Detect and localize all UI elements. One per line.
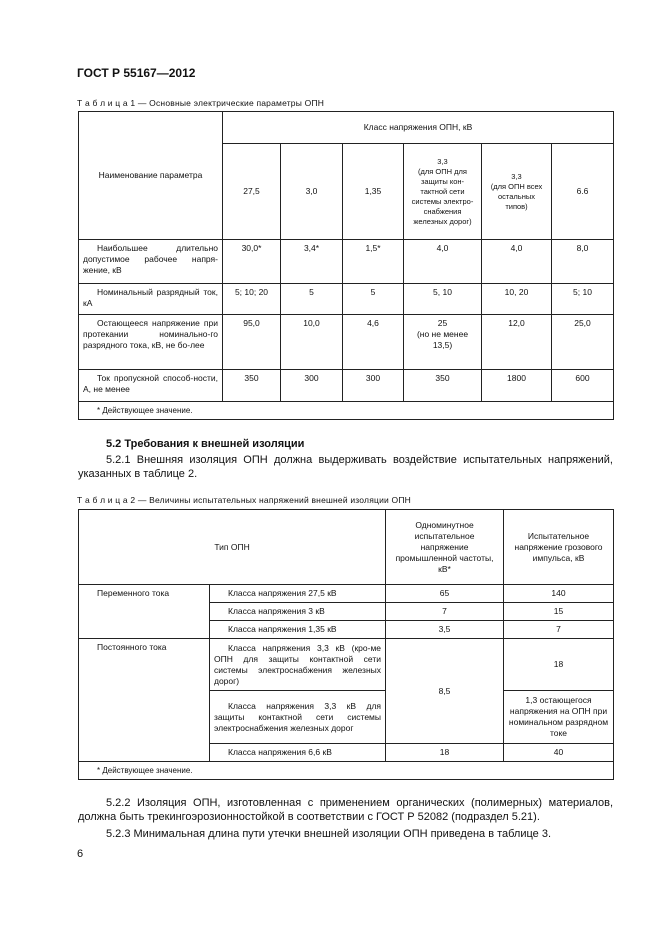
table1-cell: 10,0: [281, 315, 343, 370]
paragraph-5-2-1: 5.2.1 Внешняя изоляция ОПН должна выдерживать воздействие испытательных напряжений, указанных в таблице 2.: [78, 454, 613, 480]
table1-cell: 1800: [482, 370, 552, 402]
table2-cell: 7: [504, 621, 614, 639]
table1-class-27-5: 27,5: [223, 144, 281, 240]
table1-cell: 3,4*: [281, 240, 343, 284]
table2-dc-label: Постоянного тока: [79, 639, 210, 762]
table2-cell: 18: [504, 639, 614, 691]
table1-cell: 25,0: [552, 315, 614, 370]
table1-cell: 300: [281, 370, 343, 402]
table1-class-3-3-railway: 3,3 (для ОПН для защиты кон-тактной сети системы электро-снабжения железных дорог): [404, 144, 482, 240]
table2-cell: 3,5: [386, 621, 504, 639]
table1-cell: 8,0: [552, 240, 614, 284]
table2-class-cell: Класса напряжения 3,3 кВ (кро-ме ОПН для защиты контактной сети системы электроснабжения железных дорог): [210, 639, 386, 691]
table1-cell: 10, 20: [482, 284, 552, 315]
table1-class-header: Класс напряжения ОПН, кВ: [223, 112, 614, 144]
table1-class-6-6: 6.6: [552, 144, 614, 240]
table2-caption: Т а б л и ц а 2 — Величины испытательных напряжений внешней изоляции ОПН: [77, 495, 411, 505]
table2-ac-label: Переменного тока: [79, 585, 210, 639]
table2-class-cell: Класса напряжения 3,3 кВ для защиты контактной сети системы электроснабжения железных дорог: [210, 691, 386, 744]
page-number: 6: [77, 848, 84, 860]
table1-caption: Т а б л и ц а 1 — Основные электрические параметры ОПН: [77, 98, 325, 108]
table1-cell: 600: [552, 370, 614, 402]
table1-cell: 1,5*: [343, 240, 404, 284]
table1-row-name: Ток пропускной способ-ности, А, не менее: [79, 370, 223, 402]
table2-cell: 140: [504, 585, 614, 603]
table2-type-header: Тип ОПН: [79, 510, 386, 585]
table1-cell: 300: [343, 370, 404, 402]
paragraph-5-2-2: 5.2.2 Изоляция ОПН, изготовленная с применением органических (полимерных) материалов, должна быть трекингоэрозионностойкой в соответствии с ГОСТ Р 52082 (подраздел 5.21).: [78, 797, 613, 823]
table1-cell: 4,6: [343, 315, 404, 370]
table2-col1-header: Одноминутное испытательное напряжение промышленной частоты, кВ*: [386, 510, 504, 585]
table1-row-name: Номинальный разрядный ток, кА: [79, 284, 223, 315]
table2-class-cell: Класса напряжения 3 кВ: [210, 603, 386, 621]
table1-param-header: Наименование параметра: [79, 112, 223, 240]
table1-class-1-35: 1,35: [343, 144, 404, 240]
table1-cell: 5; 10: [552, 284, 614, 315]
table1-cell: 25 (но не менее 13,5): [404, 315, 482, 370]
table1-cell: 5: [343, 284, 404, 315]
table2-cell: 18: [386, 744, 504, 762]
table1-row-name: Остающееся напряжение при протекании номинально-го разрядного тока, кВ, не бо-лее: [79, 315, 223, 370]
table1-cell: 5: [281, 284, 343, 315]
document-title: ГОСТ Р 55167—2012: [77, 66, 196, 80]
table1-class-3-3-other: 3,3 (для ОПН всех остальных типов): [482, 144, 552, 240]
table2-cell: 15: [504, 603, 614, 621]
table1-footnote: * Действующее значение.: [79, 402, 614, 420]
table1-cell: 5, 10: [404, 284, 482, 315]
table1-cell: 30,0*: [223, 240, 281, 284]
table2-cell: 40: [504, 744, 614, 762]
table1-row-name: Наибольшее длительно допустимое рабочее напря-жение, кВ: [79, 240, 223, 284]
table2-cell: 1,3 остающегося напряжения на ОПН при номинальном разрядном токе: [504, 691, 614, 744]
table2-dc-shared-cell: 8,5: [386, 639, 504, 744]
table2-footnote: * Действующее значение.: [79, 762, 614, 780]
table1-cell: 4,0: [404, 240, 482, 284]
table2-class-cell: Класса напряжения 27,5 кВ: [210, 585, 386, 603]
table1-cell: 95,0: [223, 315, 281, 370]
table1-cell: 5; 10; 20: [223, 284, 281, 315]
table2: [78, 509, 614, 780]
table1: [78, 111, 614, 420]
table1-cell: 12,0: [482, 315, 552, 370]
table2-col2-header: Испытательное напряжение грозового импульса, кВ: [504, 510, 614, 585]
table1-cell: 350: [223, 370, 281, 402]
table2-class-cell: Класса напряжения 6,6 кВ: [210, 744, 386, 762]
section-heading: 5.2 Требования к внешней изоляции: [106, 438, 305, 450]
table1-cell: 4,0: [482, 240, 552, 284]
table2-class-cell: Класса напряжения 1,35 кВ: [210, 621, 386, 639]
paragraph-5-2-3: 5.2.3 Минимальная длина пути утечки внешней изоляции ОПН приведена в таблице 3.: [106, 828, 552, 840]
table2-cell: 7: [386, 603, 504, 621]
table1-cell: 350: [404, 370, 482, 402]
table1-class-3-0: 3,0: [281, 144, 343, 240]
table2-cell: 65: [386, 585, 504, 603]
